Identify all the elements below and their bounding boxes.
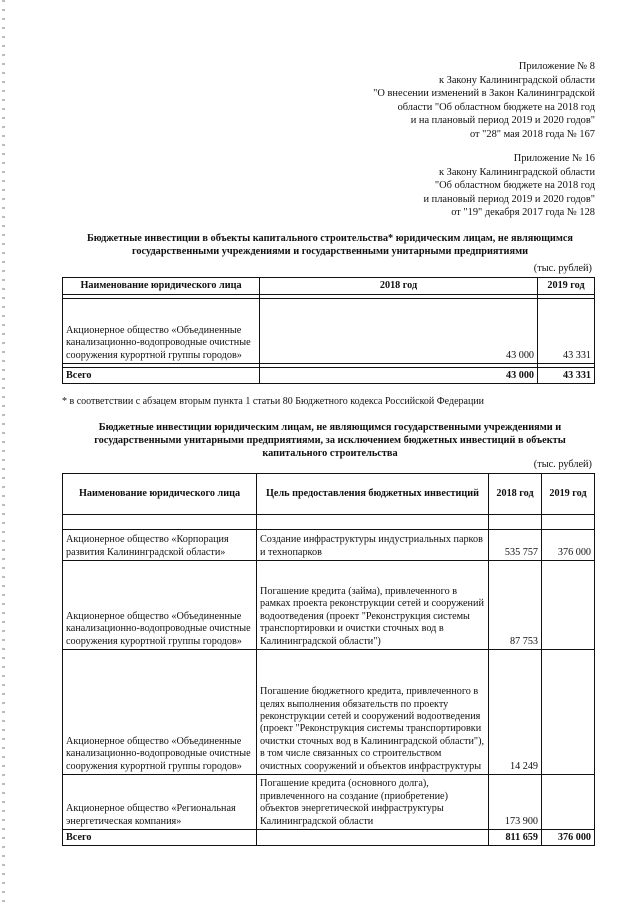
- section-1-units: (тыс. рублей): [533, 263, 592, 274]
- table-spacer-row: [63, 515, 595, 530]
- cell-purpose: Создание инфраструктуры индустриальных парков и технопарков: [257, 530, 489, 561]
- appendix-16-header: [424, 152, 595, 220]
- cell-2018: 14 249: [489, 650, 542, 775]
- total-2019: 376 000: [542, 830, 595, 846]
- table-row: [63, 775, 595, 830]
- table-row: [63, 299, 595, 364]
- table-row: [63, 561, 595, 650]
- appendix-16-line: Приложение № 16: [513, 153, 595, 164]
- scan-edge-dots: [2, 0, 5, 905]
- cell-purpose: Погашение бюджетного кредита, привлеченного в целях выполнения обязательств по проекту реконструкции сетей и сооружений водоотведения (проект "Реконструкция системы транспортировки очистки сточных вод в Калининградской области"), в том числе связанных со строительством очистных сооружений и объектов инфраструктуры: [257, 650, 489, 775]
- section-1-table: [62, 277, 595, 384]
- section-2-table: [62, 473, 595, 846]
- cell-2019: 43 331: [538, 299, 595, 364]
- appendix-8-header: [373, 60, 595, 142]
- section-2-title-line: Бюджетные инвестиции юридическим лицам, не являющимся государственными учреждениями и: [98, 422, 562, 433]
- table-header-row: [63, 278, 595, 295]
- cell-2018: 535 757: [489, 530, 542, 561]
- section-1-footnote: * в соответствии с абзацем вторым пункта 1 статьи 80 Бюджетного кодекса Российской Федерации: [62, 396, 484, 407]
- appendix-16-line: и плановый период 2019 и 2020 годов": [423, 193, 595, 205]
- header-cell-2018: 2018 год: [260, 278, 538, 295]
- cell-org-name: Акционерное общество «Объединенные канализационно-водопроводные очистные сооружения курортной группы городов»: [63, 299, 260, 364]
- appendix-8-line: области "Об областном бюджете на 2018 год: [397, 101, 595, 113]
- appendix-8-line: и на плановый период 2019 и 2020 годов": [410, 115, 595, 127]
- header-cell-name: Наименование юридического лица: [63, 474, 257, 515]
- total-2018: 43 000: [260, 368, 538, 384]
- table-total-row: [63, 830, 595, 846]
- total-2018: 811 659: [489, 830, 542, 846]
- cell-org-name: Акционерное общество «Региональная энергетическая компания»: [63, 775, 257, 830]
- appendix-8-line: от "28" мая 2018 года № 167: [469, 128, 595, 140]
- total-purpose-empty: [257, 830, 489, 846]
- cell-org-name: Акционерное общество «Объединенные канализационно-водопроводные очистные сооружения курортной группы городов»: [63, 650, 257, 775]
- total-2019: 43 331: [538, 368, 595, 384]
- section-2-title-line: капитального строительства: [262, 448, 398, 459]
- cell-purpose: Погашение кредита (основного долга), привлеченного на создание (приобретение) объектов энергетической инфраструктуры Калининградской области: [257, 775, 489, 830]
- appendix-16-line: от "19" декабря 2017 года № 128: [451, 207, 595, 219]
- header-cell-2019: 2019 год: [538, 278, 595, 295]
- cell-org-name: Акционерное общество «Корпорация развития Калининградской области»: [63, 530, 257, 561]
- cell-2019: [542, 650, 595, 775]
- appendix-8-line: Приложение № 8: [518, 61, 595, 72]
- appendix-16-line: к Закону Калининградской области: [438, 166, 595, 178]
- section-1-title: [50, 232, 610, 258]
- cell-purpose: Погашение кредита (займа), привлеченного в рамках проекта реконструкции сетей и сооружений водоотведения (проект "Реконструкция системы транспортировки и очистки сточных вод в Калининградской области"): [257, 561, 489, 650]
- section-2-title-line: государственными унитарными предприятиями, за исключением бюджетных инвестиций в объекты: [94, 435, 566, 446]
- cell-org-name: Акционерное общество «Объединенные канализационно-водопроводные очистные сооружения курортной группы городов»: [63, 561, 257, 650]
- table-row: [63, 650, 595, 775]
- header-cell-name: Наименование юридического лица: [63, 278, 260, 295]
- cell-2018: 43 000: [260, 299, 538, 364]
- section-1-title-line: Бюджетные инвестиции в объекты капитального строительства* юридическим лицам, не являющимся: [87, 233, 573, 244]
- header-cell-purpose: Цель предоставления бюджетных инвестиций: [257, 474, 489, 515]
- table-row: [63, 530, 595, 561]
- header-cell-2019: 2019 год: [542, 474, 595, 515]
- cell-2019: [542, 561, 595, 650]
- cell-2019: [542, 775, 595, 830]
- cell-2018: 87 753: [489, 561, 542, 650]
- appendix-8-line: "О внесении изменений в Закон Калининградской: [373, 88, 595, 100]
- section-1-title-line: государственными учреждениями и государственными унитарными предприятиями: [131, 246, 529, 257]
- cell-2019: 376 000: [542, 530, 595, 561]
- section-2-title: [50, 421, 610, 460]
- cell-2018: 173 900: [489, 775, 542, 830]
- section-2-units: (тыс. рублей): [533, 459, 592, 470]
- total-label: Всего: [63, 830, 257, 846]
- total-label: Всего: [63, 368, 260, 384]
- table-total-row: [63, 368, 595, 384]
- appendix-16-line: "Об областном бюджете на 2018 год: [434, 180, 595, 192]
- header-cell-2018: 2018 год: [489, 474, 542, 515]
- table-header-row: [63, 474, 595, 515]
- appendix-8-line: к Закону Калининградской области: [438, 74, 595, 86]
